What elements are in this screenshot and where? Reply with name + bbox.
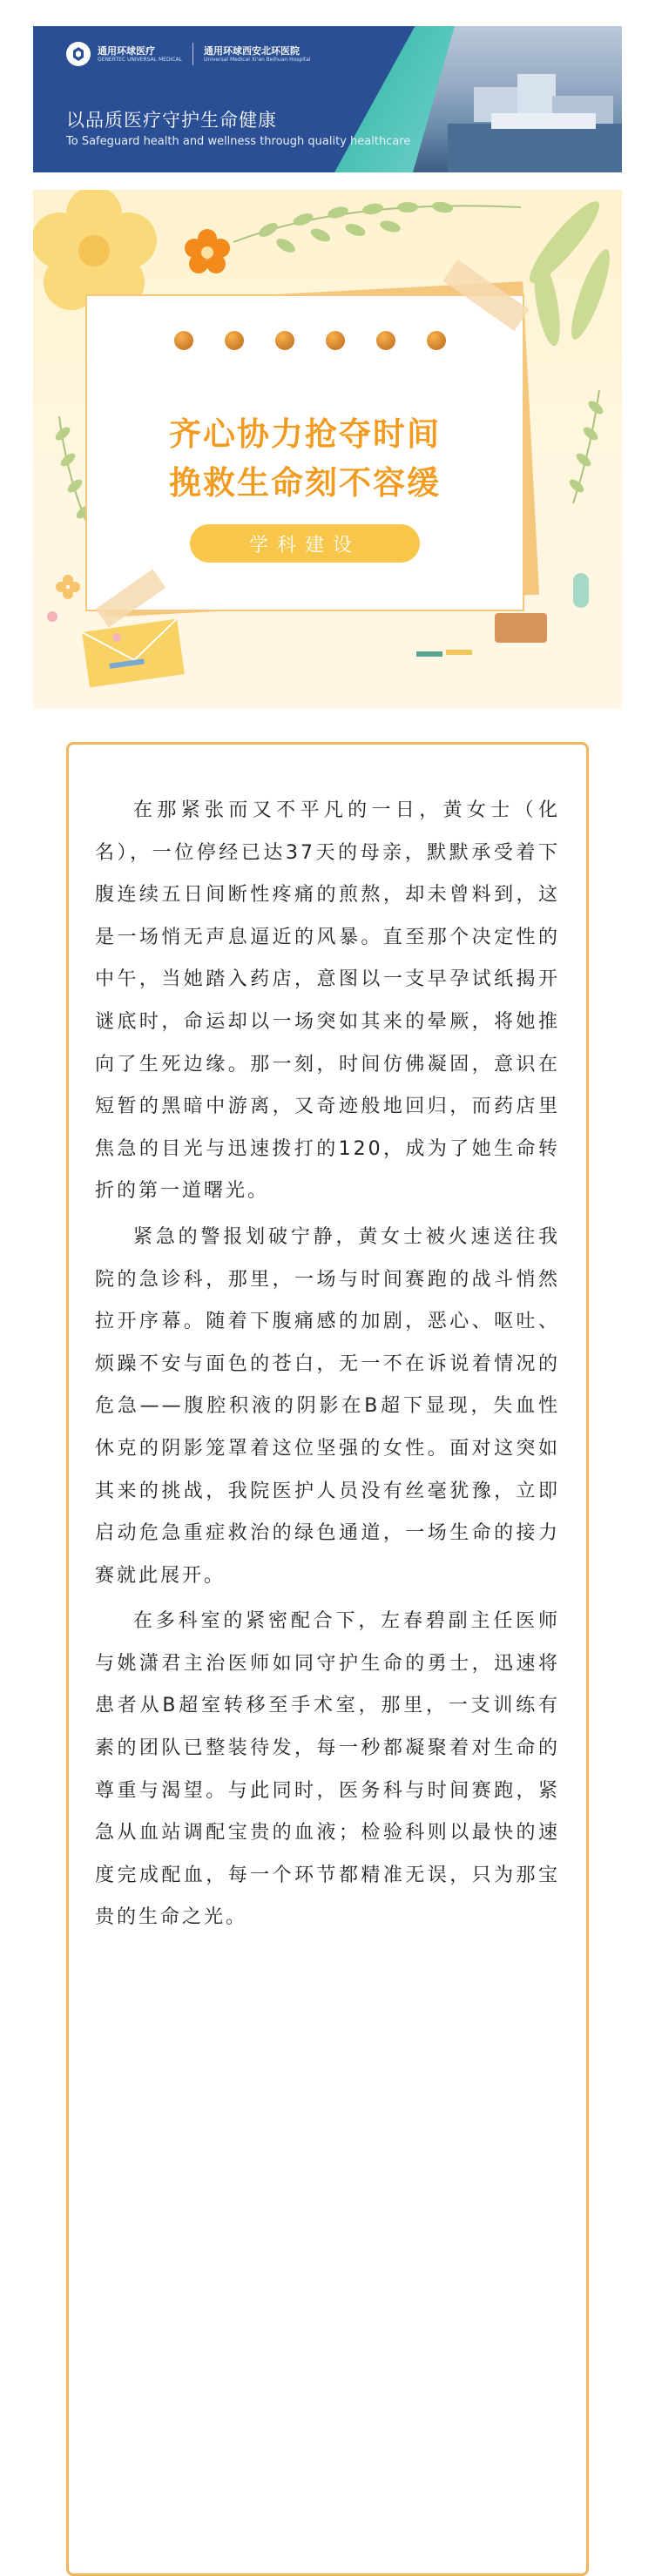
logo-hospital <box>204 45 311 64</box>
article-paragraph: 在那紧张而又不平凡的一日，黄女士（化名），一位停经已达37天的母亲，默默承受着下腹连续五日间断性疼痛的煎熬，却未曾料到，这是一场悄无声息逼近的风暴。直至那个决定性的中午，当她踏入药店，意图以一支早孕试纸揭开谜底时，命运却以一场突如其来的晕厥，将她推向了生死边缘。那一刻，时间仿佛凝固，意识在短暂的黑暗中游离，又奇迹般地回归，而药店里焦急的目光与迅速拨打的120，成为了她生命转折的第一道曙光。 <box>95 799 560 1203</box>
logo-icon <box>66 42 91 66</box>
banner-logo-group <box>66 42 311 66</box>
hero-illustration <box>33 190 622 709</box>
category-tag: 学科建设 <box>190 524 420 563</box>
hospital-name-cn: 通用环球西安北环医院 <box>204 44 300 57</box>
logo-divider <box>192 43 193 65</box>
logo-name-cn: 通用环球医疗 <box>98 44 155 57</box>
binder-hole-icon <box>376 331 395 350</box>
binder-hole-icon <box>174 331 193 350</box>
header-banner <box>33 26 622 172</box>
logo-company <box>98 45 182 64</box>
hospital-name-en: Universal Medical Xi'an Beihuan Hospital <box>204 56 311 63</box>
banner-slogan-en: To Safeguard health and wellness through quality healthcare <box>66 135 411 148</box>
hero-title-line1: 齐心协力抢夺时间 <box>169 415 441 453</box>
binder-holes <box>174 331 446 350</box>
binder-hole-icon <box>225 331 244 350</box>
title-card <box>85 294 524 611</box>
article-paragraph: 在多科室的紧密配合下，左春碧副主任医师与姚潇君主治医师如同守护生命的勇士，迅速将患者从B超室转移至手术室，那里，一支训练有素的团队已整装待发，每一秒都凝聚着对生命的尊重与渴望。与此同时，医务科与时间赛跑，紧急从血站调配宝贵的血液；检验科则以最快的速度完成配血，每一个环节都精准无误，只为那宝贵的生命之光。 <box>95 1610 560 1929</box>
logo-name-en: GENERTEC UNIVERSAL MEDICAL <box>98 56 182 63</box>
hero-title-line2: 挽救生命刻不容缓 <box>169 464 441 502</box>
binder-hole-icon <box>326 331 345 350</box>
article-body <box>66 742 589 2576</box>
binder-hole-icon <box>275 331 294 350</box>
binder-hole-icon <box>427 331 446 350</box>
article-paragraph: 紧急的警报划破宁静，黄女士被火速送往我院的急诊科，那里，一场与时间赛跑的战斗悄然拉开序幕。随着下腹痛感的加剧，恶心、呕吐、烦躁不安与面色的苍白，无一不在诉说着情况的危急——腹腔积液的阴影在B超下显现，失血性休克的阴影笼罩着这位坚强的女性。面对这突如其来的挑战，我院医护人员没有丝毫犹豫，立即启动危急重症救治的绿色通道，一场生命的接力赛就此展开。 <box>95 1225 560 1587</box>
banner-slogan-cn: 以品质医疗守护生命健康 <box>66 110 277 131</box>
